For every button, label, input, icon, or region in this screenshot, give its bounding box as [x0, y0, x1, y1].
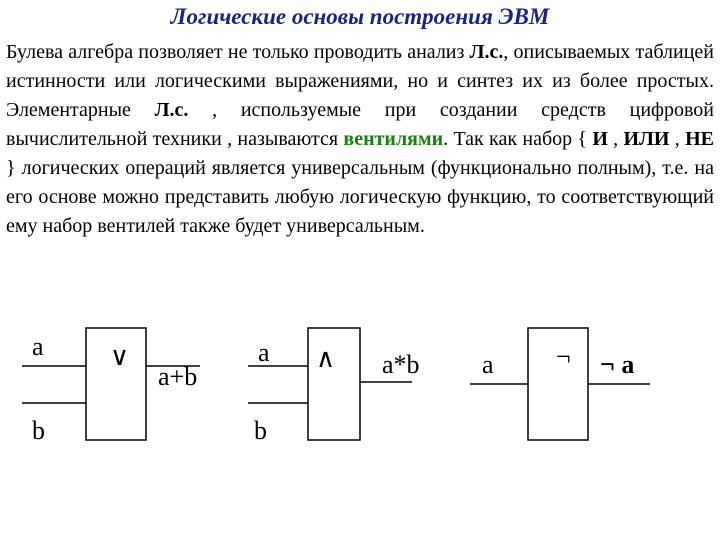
body-paragraph: [6, 38, 714, 241]
or-output-label: a+b: [158, 362, 198, 391]
and-output-label: a*b: [382, 350, 420, 379]
op-sep-1: ,: [607, 128, 624, 150]
term-gates: вентилями: [343, 128, 444, 150]
para-text-3: , используемые при создании средств цифровой вычислительной техники , называются: [6, 99, 714, 150]
or-symbol: ∨: [110, 342, 130, 371]
and-symbol: ∧: [316, 344, 336, 373]
and-input-a-label: a: [258, 338, 270, 367]
not-symbol: ¬: [556, 342, 571, 371]
term-lc-2: Л.с.: [154, 99, 189, 121]
para-text-5: } логических операций является универсальным (функционально полным), т.е. на его основе можно представить любую логическую функцию, то соответствующий ему набор вентилей также будет универсальным.: [6, 157, 714, 237]
or-input-b-label: b: [32, 416, 45, 445]
op-or: ИЛИ: [623, 128, 670, 150]
para-text-4: . Так как набор {: [443, 128, 593, 150]
slide-title: Логические основы построения ЭВМ: [170, 4, 550, 29]
para-text-2: , описываемых таблицей истинности или логическими выражениями, но и синтез их из более простых. Элементарные: [6, 41, 714, 121]
gates-diagram: [0, 320, 720, 540]
op-sep-2: ,: [669, 128, 686, 150]
para-text-1: Булева алгебра позволяет не только проводить анализ: [6, 41, 470, 63]
op-and: И: [592, 128, 608, 150]
and-input-b-label: b: [254, 416, 267, 445]
term-lc-1: Л.с.: [469, 41, 504, 63]
not-input-label: a: [482, 350, 494, 379]
or-input-a-label: a: [32, 332, 44, 361]
op-not: НЕ: [685, 128, 714, 150]
not-output-label: ¬ a: [600, 350, 635, 379]
